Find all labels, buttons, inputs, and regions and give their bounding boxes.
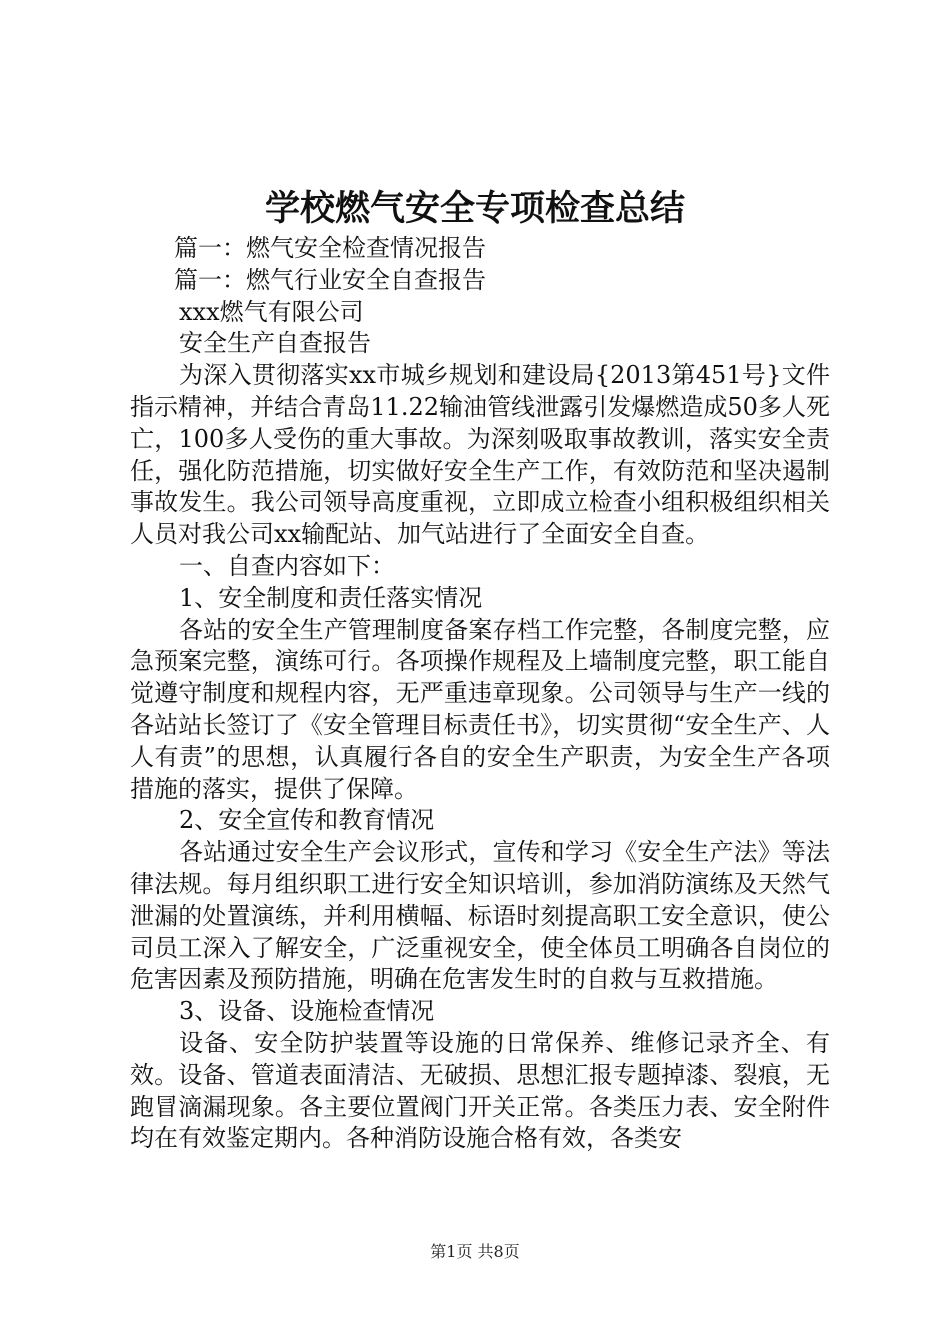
item-heading: 2、安全宣传和教育情况 bbox=[179, 806, 435, 835]
section-heading: 一、自查内容如下： bbox=[179, 551, 395, 580]
document-title: 学校燃气安全专项检查总结 bbox=[264, 189, 685, 229]
intro-paragraph: 为深入贯彻落实xx市城乡规划和建设局{2013第451号}文件指示精神，并结合青岛11.22输油管线泄露引发爆燃造成50多人死亡，100多人受伤的重大事故。为深刻吸取事故教训，落实安全责任，强化防范措施，切实做好安全生产工作，有效防范和坚决遏制事故发生。我公司领导高度重视，立即成立检查小组积极组织相关人员对我公司xx输配站、加气站进行了全面安全自查。 bbox=[130, 361, 830, 549]
page-footer: 第1页 共8页 bbox=[430, 1242, 520, 1261]
subtitle-line: 篇一：燃气行业安全自查报告 bbox=[174, 265, 486, 294]
company-name: xxx燃气有限公司 bbox=[179, 297, 364, 326]
item-heading: 3、设备、设施检查情况 bbox=[179, 997, 435, 1026]
document-body bbox=[130, 233, 830, 1155]
item-paragraph: 各站通过安全生产会议形式，宣传和学习《安全生产法》等法律法规。每月组织职工进行安全知识培训，参加消防演练及天然气泄漏的处置演练，并利用横幅、标语时刻提高职工安全意识，使公司员工深入了解安全，广泛重视安全，使全体员工明确各自岗位的危害因素及预防措施，明确在危害发生时的自救与互救措施。 bbox=[130, 838, 830, 994]
item-paragraph: 各站的安全生产管理制度备案存档工作完整，各制度完整，应急预案完整，演练可行。各项操作规程及上墙制度完整，职工能自觉遵守制度和规程内容，无严重违章现象。公司领导与生产一线的各站站长签订了《安全管理目标责任书》，切实贯彻“安全生产、人人有责”的思想，认真履行各自的安全生产职责，为安全生产各项措施的落实，提供了保障。 bbox=[130, 615, 830, 803]
report-name: 安全生产自查报告 bbox=[179, 329, 371, 358]
item-paragraph: 设备、安全防护装置等设施的日常保养、维修记录齐全、有效。设备、管道表面清洁、无破损、思想汇报专题掉漆、裂痕，无跑冒滴漏现象。各主要位置阀门开关正常。各类压力表、安全附件均在有效鉴定期内。各种消防设施合格有效，各类安 bbox=[130, 1028, 830, 1153]
subtitle-line: 篇一：燃气安全检查情况报告 bbox=[174, 234, 486, 262]
item-heading: 1、安全制度和责任落实情况 bbox=[179, 583, 483, 612]
